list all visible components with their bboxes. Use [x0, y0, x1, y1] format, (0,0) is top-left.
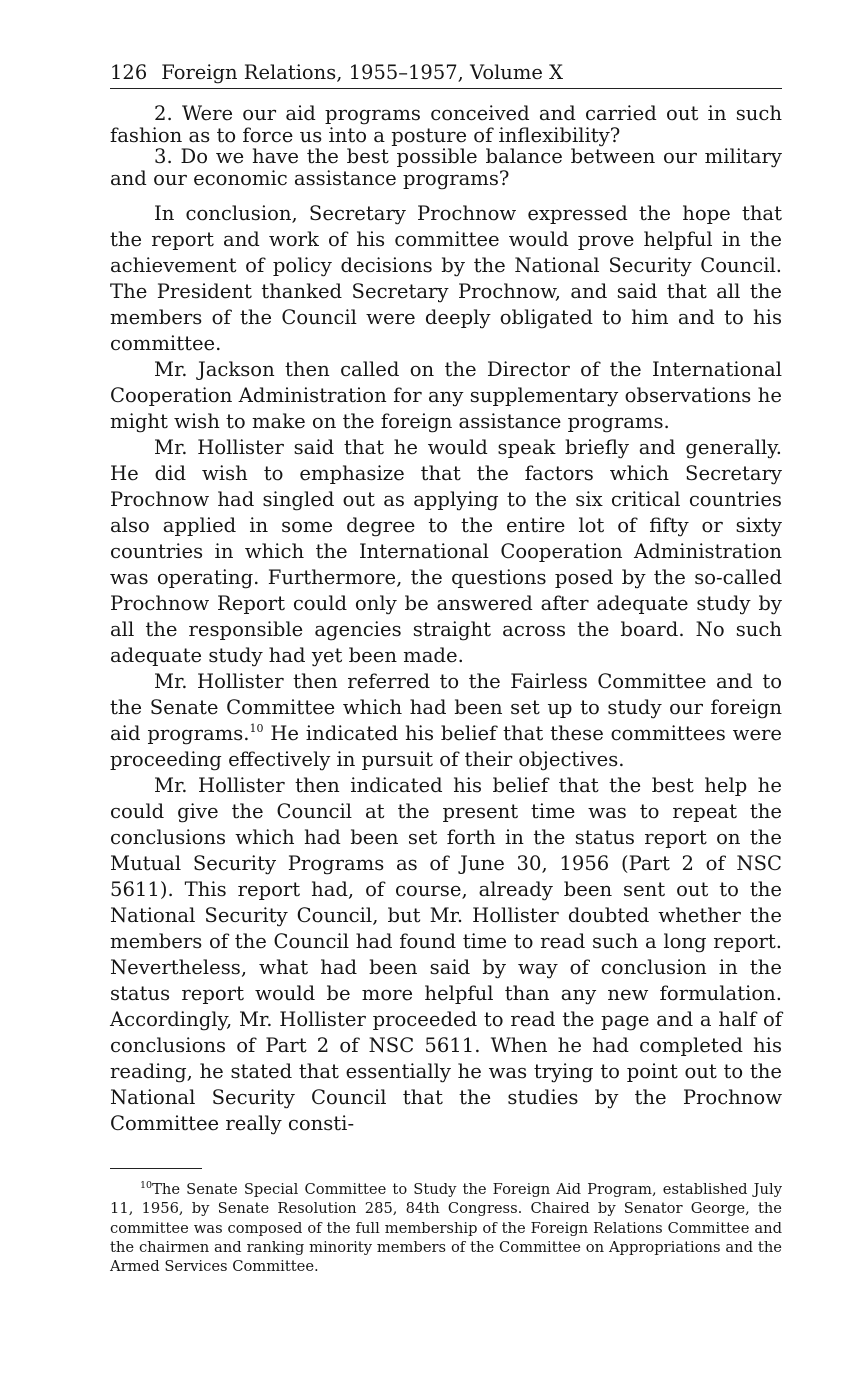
footnote-text: The Senate Special Committee to Study the Foreign Aid Program, established July 11, 1956, by Senate Resolution 285, 84th Congress. Chaired by Senator George, the committee was composed of the full membership of the Foreign Relations Committee and the chairmen and ranking minority members of the Committee on Appropriations and the Armed Services Committee. [110, 1181, 782, 1276]
footnote [110, 1180, 782, 1276]
body-paragraph [110, 669, 782, 773]
body-paragraph: Mr. Jackson then called on the Director of the International Cooperation Administration for any supplementary observations he might wish to make on the foreign assistance programs. [110, 358, 782, 433]
body-paragraph: In conclusion, Secretary Prochnow expressed the hope that the report and work of his committee would prove helpful in the achievement of policy decisions by the National Security Council. The President thanked Secretary Prochnow, and said that all the members of the Council were deeply obligated to him and to his committee. [110, 202, 782, 355]
footnote-reference: 10 [249, 722, 264, 735]
footnote-divider [110, 1168, 202, 1169]
question-paragraph: 3. Do we have the best possible balance between our military and our economic assistance programs? [110, 145, 782, 190]
page-number: 126 [110, 61, 148, 84]
paragraph-text: Mr. Hollister then referred to the Fairless Committee and to the Senate Committee which had been set up to study our foreign aid programs. [110, 670, 782, 745]
document-page [110, 60, 782, 1276]
paragraph-text: He indicated his belief that these committees were proceeding effectively in pursuit of their objectives. [110, 722, 782, 771]
running-head [110, 60, 782, 89]
volume-title: Foreign Relations, 1955–1957, Volume X [161, 61, 563, 84]
body-paragraph: Mr. Hollister then indicated his belief that the best help he could give the Council at the present time was to repeat the conclusions which had been set forth in the status report on the Mutual Security Programs as of June 30, 1956 (Part 2 of NSC 5611). This report had, of course, already been sent out to the National Security Council, but Mr. Hollister doubted whether the members of the Council had found time to read such a long report. Nevertheless, what had been said by way of conclusion in the status report would be more helpful than any new formulation. Accordingly, Mr. Hollister proceeded to read the page and a half of conclusions of Part 2 of NSC 5611. When he had completed his reading, he stated that essentially he was trying to point out to the National Security Council that the studies by the Prochnow Committee really consti- [110, 774, 782, 1135]
body-text [110, 103, 782, 1137]
footnote-number: 10 [140, 1180, 153, 1191]
body-paragraph: Mr. Hollister said that he would speak briefly and generally. He did wish to emphasize that the factors which Secretary Prochnow had singled out as applying to the six critical countries also applied in some degree to the entire lot of fifty or sixty countries in which the International Cooperation Administration was operating. Furthermore, the questions posed by the so-called Prochnow Report could only be answered after adequate study by all the responsible agencies straight across the board. No such adequate study had yet been made. [110, 436, 782, 667]
question-paragraph: 2. Were our aid programs conceived and carried out in such fashion as to force us into a posture of inflexibility? [110, 102, 782, 147]
